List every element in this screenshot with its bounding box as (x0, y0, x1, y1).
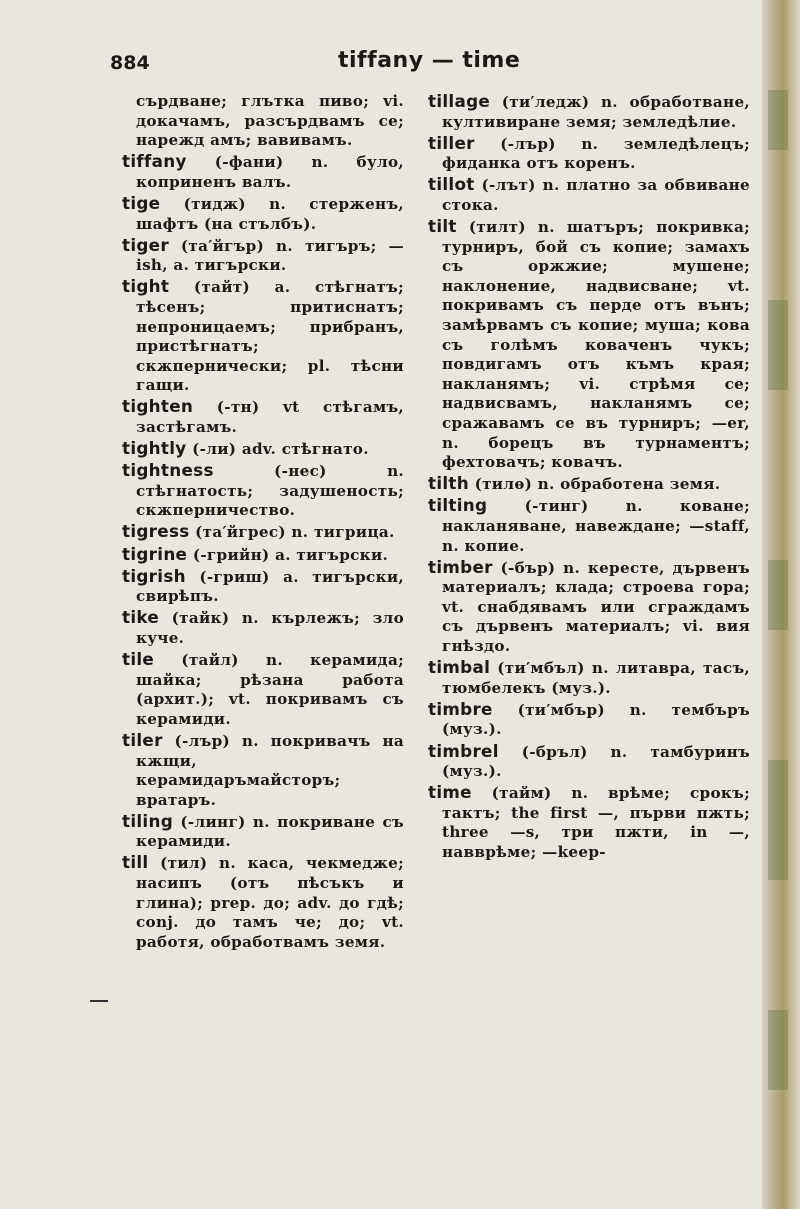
entry-definition: (тилѳ) n. обработена земя. (469, 475, 721, 494)
entry-definition: (тил) n. каса, чекмедже; насипъ (отъ пѣсъкъ и глина); prep. до; adv. до гдѣ; conj. до тамъ че; до; vt. работя, обработвамъ земя. (136, 854, 404, 951)
entry-definition: (ти′мбър) n. тембъръ (муз.). (442, 700, 750, 739)
entry-headword: tightly (122, 438, 187, 459)
entry-headword: timber (428, 556, 493, 577)
entry-headword: tilt (428, 216, 457, 237)
entry-definition: (-грийн) a. тигърски. (187, 545, 389, 564)
entry-definition: (тайм) n. врѣме; срокъ; тактъ; the first —, първи пжть; three —s, три пжти, in —, навврѣме; —keep- (442, 784, 750, 861)
entry-headword: tightness (122, 460, 214, 481)
dictionary-entry (122, 650, 404, 729)
entry-definition: (тайт) a. стѣгнатъ; тѣсенъ; притиснатъ; непроницаемъ; прибранъ, пристѣгнатъ; скжпернически; pl. тѣсни гащи. (136, 278, 404, 395)
column-divider-mark (90, 1000, 108, 1002)
entry-headword: tillot (428, 174, 475, 195)
dictionary-entry (122, 812, 404, 852)
entry-definition: (-бър) n. кересте, дървенъ материалъ; клада; строева гора; vt. снабдявамъ или сграждамъ съ дървенъ материалъ; vi. вия гнѣздо. (442, 558, 750, 656)
entry-definition: (-лът) n. платно за обвиване стока. (442, 176, 750, 214)
entry-headword: tigress (122, 521, 190, 542)
entry-definition: (тилт) n. шатъръ; покривка; турниръ, бой съ копие; замахъ съ оржжие; мушене; наклонение, надвисване; vt. покривамъ съ перде отъ вънъ; замѣрвамъ съ копие; муша; кова съ голѣмъ коваченъ чукъ; повдигамъ отъ къмъ края; накланямъ; vi. стрѣмя се; надвисвамъ, накланямъ се; сражавамъ се въ турниръ; —er, n. борецъ въ турнаментъ; фехтовачъ; ковачъ. (442, 218, 750, 472)
running-head: tiffany — time (338, 48, 521, 73)
dictionary-entry (122, 461, 404, 521)
entry-definition: (ти′ледж) n. обработване, култивиране земя; земледѣлие. (442, 93, 750, 131)
dictionary-entry (428, 474, 750, 495)
dictionary-entry (428, 742, 750, 782)
dictionary-entry (122, 194, 404, 234)
dictionary-entry (428, 783, 750, 862)
dictionary-entry (428, 558, 750, 657)
dictionary-entry (428, 92, 750, 132)
dictionary-entry (122, 731, 404, 810)
entry-definition: (ти′мбъл) n. литавра, тасъ, тюмбелекъ (муз.). (442, 659, 750, 697)
entry-headword: till (122, 852, 149, 873)
dictionary-entry (122, 439, 404, 460)
entry-definition: (-тинг) n. коване; накланяване, навеждане; —staff, n. копие. (442, 497, 750, 555)
entry-headword: tilting (428, 495, 488, 516)
dictionary-entry (122, 545, 404, 566)
dictionary-entry (428, 134, 750, 174)
entry-headword: timbre (428, 698, 493, 719)
dictionary-entry (428, 217, 750, 473)
dictionary-entry (428, 700, 750, 740)
entry-headword: tile (122, 649, 155, 670)
entry-headword: time (428, 782, 472, 803)
dictionary-entry (122, 567, 404, 607)
dictionary-entry (122, 277, 404, 396)
left-column (122, 92, 404, 954)
entry-headword: timbrel (428, 740, 499, 761)
entry-definition: (-тн) vt стѣгамъ, застѣгамъ. (136, 398, 404, 436)
dictionary-entry (122, 236, 404, 276)
entry-headword: tighten (122, 396, 194, 417)
dictionary-entry (122, 397, 404, 437)
entry-headword: tike (122, 607, 160, 628)
right-column (428, 92, 750, 864)
entry-definition: (-лър) n. земледѣлецъ; фиданка отъ коренъ. (442, 134, 750, 173)
dictionary-entry (122, 608, 404, 648)
dictionary-entry (428, 496, 750, 556)
entry-definition: (-ли) adv. стѣгнато. (186, 440, 369, 459)
entry-definition: (-гриш) a. тигърски, свирѣпъ. (136, 567, 404, 606)
entry-definition: (та′йгрес) n. тигрица. (189, 523, 395, 542)
entry-continuation (122, 92, 404, 151)
entry-definition: (-лър) n. покривачъ на кжщи, керамидаръмайсторъ; вратаръ. (136, 731, 404, 809)
page-number: 884 (110, 52, 150, 74)
entry-definition: (-бръл) n. тамбуринъ (муз.). (442, 742, 750, 781)
entry-definition: (-линг) n. покриване съ керамиди. (136, 812, 404, 851)
entry-definition: (тайк) n. кърлежъ; зло куче. (136, 609, 404, 647)
page-binding-edge (762, 0, 800, 1209)
entry-text: сърдване; глътка пиво; vi. докачамъ, разсърдвамъ се; нарежд амъ; вавивамъ. (136, 92, 404, 150)
dictionary-entry (122, 853, 404, 952)
dictionary-entry (122, 152, 404, 192)
entry-headword: tiller (428, 132, 475, 153)
entry-definition: (-нес) n. стѣгнатость; задушеность; скжперничество. (136, 462, 404, 520)
entry-headword: tiling (122, 810, 174, 831)
entry-headword: tilth (428, 473, 469, 494)
entry-definition: (та′йгър) n. тигъръ; —ish, a. тигърски. (136, 236, 404, 275)
entry-headword: tigrine (122, 543, 188, 564)
entry-headword: tiffany (122, 151, 187, 172)
entry-headword: tight (122, 276, 170, 297)
entry-definition: (тайл) n. керамида; шайка; рѣзана работа (архит.); vt. покривамъ съ керамиди. (136, 651, 404, 728)
dictionary-entry (428, 175, 750, 215)
entry-headword: tiger (122, 234, 169, 255)
dictionary-entry (428, 658, 750, 698)
dictionary-entry (122, 522, 404, 543)
entry-headword: tillage (428, 91, 491, 111)
entry-headword: tige (122, 192, 161, 213)
entry-headword: tiler (122, 729, 163, 750)
entry-definition: (тидж) n. стерженъ, шафтъ (на стълбъ). (136, 194, 404, 233)
entry-headword: timbal (428, 657, 491, 678)
entry-headword: tigrish (122, 565, 186, 586)
entry-definition: (-фани) n. було, коприненъ валъ. (136, 153, 404, 191)
